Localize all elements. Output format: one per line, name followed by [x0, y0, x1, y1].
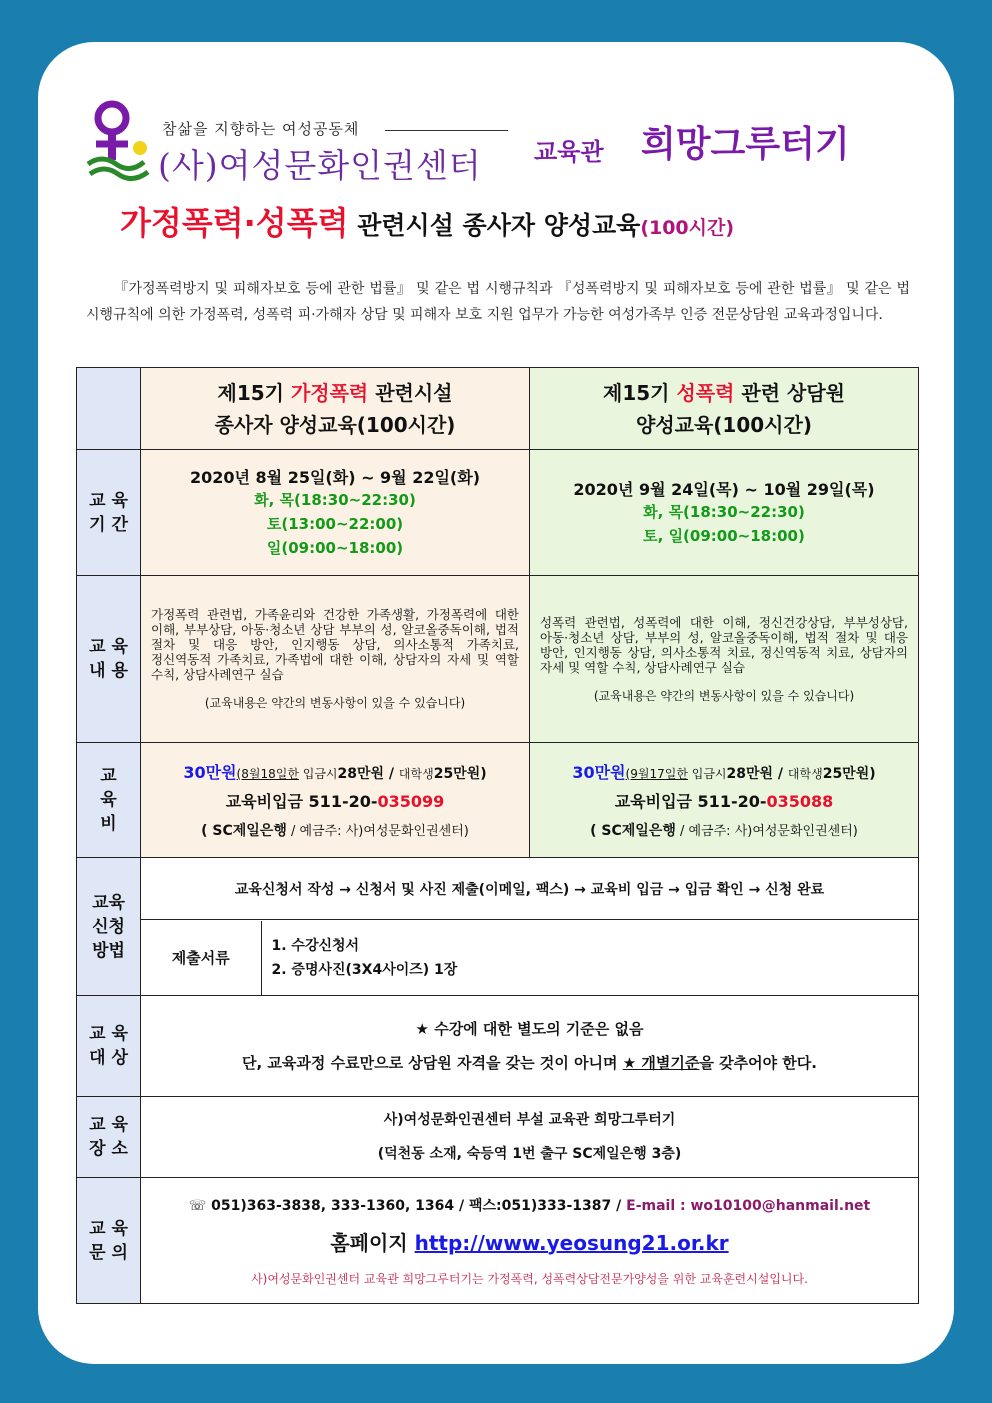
corner-cell — [77, 368, 141, 450]
tagline-divider — [385, 130, 508, 131]
period-domestic: 2020년 8월 25일(화) ~ 9월 22일(화) 화, 목(18:30~22:30) 토(13:00~22:00) 일(09:00~18:00) — [141, 450, 530, 576]
title-main: 관련시설 종사자 양성교육 — [348, 211, 641, 240]
course-table — [76, 367, 919, 1304]
method-steps: 교육신청서 작성 → 신청서 및 사진 제출(이메일, 팩스) → 교육비 입금 → 입금 확인 → 신청 완료 — [141, 858, 919, 920]
row-label-period: 교 육 기 간 — [77, 450, 141, 576]
docs-list — [261, 921, 918, 995]
org-tagline: 참삶을 지향하는 여성공동체 — [162, 120, 360, 138]
facility-note: 사)여성문화인권센터 교육관 희망그루터기는 가정폭력, 성폭력상담전문가양성을 위한 교육훈련시설입니다. — [251, 1271, 808, 1286]
docs-label: 제출서류 — [141, 921, 261, 995]
program-title-domestic: 제15기 가정폭력 관련시설 종사자 양성교육(100시간) — [141, 368, 530, 450]
title-hours: (100시간) — [640, 217, 735, 239]
content-domestic: 가정폭력 관련법, 가족윤리와 건강한 가족생활, 가정폭력에 대한 이해, 부부상담, 아동·청소년 상담 부부의 성, 알코올중독이해, 법적 절차 및 대응 방안, 인지행동 상담, 의사소통적 가족치료, 정신역동적 가족치료, 가족법에 대한 이해, 상담자의 자세 및 역할 수칙, 상담사례연구 실습 (교육내용은 약간의 변동사항이 있을 수 있습니다) — [141, 576, 530, 743]
homepage-link[interactable]: http://www.yeosung21.or.kr — [414, 1230, 729, 1255]
row-label-fee: 교 육 비 — [77, 743, 141, 858]
phone-icon: ☏ — [188, 1197, 207, 1214]
period-sexual: 2020년 9월 24일(목) ~ 10월 29일(목) 화, 목(18:30~22:30) 토, 일(09:00~18:00) — [530, 450, 919, 576]
title-red: 가정폭력·성폭력 — [120, 204, 349, 242]
center-name: 희망그루터기 — [641, 124, 850, 165]
intro-paragraph: 『가정폭력방지 및 피해자보호 등에 관한 법률』 및 같은 법 시행규칙과 『성폭력방지 및 피해자보호 등에 관한 법률』 및 같은 법 시행규칙에 의한 가정폭력, 성폭력 피·가해자 상담 및 피해자 보호 지원 업무가 가능한 여성가족부 인증 전문상담원 교육과정입니다. — [86, 281, 910, 323]
fee-domestic: 30만원(8월18일한 입금시28만원 / 대학생25만원) 교육비입금 511-20-035099 ( SC제일은행 / 예금주: 사)여성문화인권센터) — [141, 743, 530, 858]
inquiry-content: ☏ 051)363-3838, 333-1360, 1364 / 팩스:051)333-1387 / E-mail : wo10100@hanmail.net 홈페이지 http://www.yeosung21.or.kr 사)여성문화인권센터 교육관 희망그루터기는 가정폭력, 성폭력상담전문가양성을 위한 교육훈련시설입니다. — [141, 1178, 919, 1304]
place-content: 사)여성문화인권센터 부설 교육관 희망그루터기 (덕천동 소재, 숙등역 1번 출구 SC제일은행 3층) — [141, 1097, 919, 1178]
page-title — [120, 198, 880, 244]
program-title-sexual: 제15기 성폭력 관련 상담원 양성교육(100시간) — [530, 368, 919, 450]
schedule-domestic: 화, 목(18:30~22:30) 토(13:00~22:00) 일(09:00~18:00) — [254, 491, 416, 557]
org-logo-icon — [82, 100, 154, 188]
docs-item: 2. 증명사진(3X4사이즈) 1장 — [271, 961, 458, 978]
row-label-content: 교 육 내 용 — [77, 576, 141, 743]
docs-item: 1. 수강신청서 — [271, 937, 360, 954]
center-label: 교육관 — [534, 138, 604, 166]
target-content: ★ 수강에 대한 별도의 기준은 없음 단, 교육과정 수료만으로 상담원 자격을 갖는 것이 아니며 ★ 개별기준을 갖추어야 한다. — [141, 996, 919, 1097]
schedule-sexual: 화, 목(18:30~22:30) 토, 일(09:00~18:00) — [643, 503, 805, 545]
docs-row — [141, 920, 919, 996]
content-sexual: 성폭력 관련법, 성폭력에 대한 이해, 정신건강상담, 부부성상담, 아동·청소년 상담, 부부의 성, 알코올중독이해, 법적 절차 및 대응 방안, 인지행동 상담, 의사소통적 치료, 정신역동적 치료, 상담자의 자세 및 역할 수칙, 상담사례연구 실습 (교육내용은 약간의 변동사항이 있을 수 있습니다) — [530, 576, 919, 743]
row-label-inquiry: 교 육 문 의 — [77, 1178, 141, 1304]
row-label-method: 교육 신청 방법 — [77, 858, 141, 996]
row-label-place: 교 육 장 소 — [77, 1097, 141, 1178]
org-name: (사)여성문화인권센터 — [158, 146, 482, 185]
email-link[interactable]: wo10100@hanmail.net — [690, 1197, 871, 1214]
fee-sexual: 30만원(9월17일한 입금시28만원 / 대학생25만원) 교육비입금 511-20-035088 ( SC제일은행 / 예금주: 사)여성문화인권센터) — [530, 743, 919, 858]
row-label-target: 교 육 대 상 — [77, 996, 141, 1097]
